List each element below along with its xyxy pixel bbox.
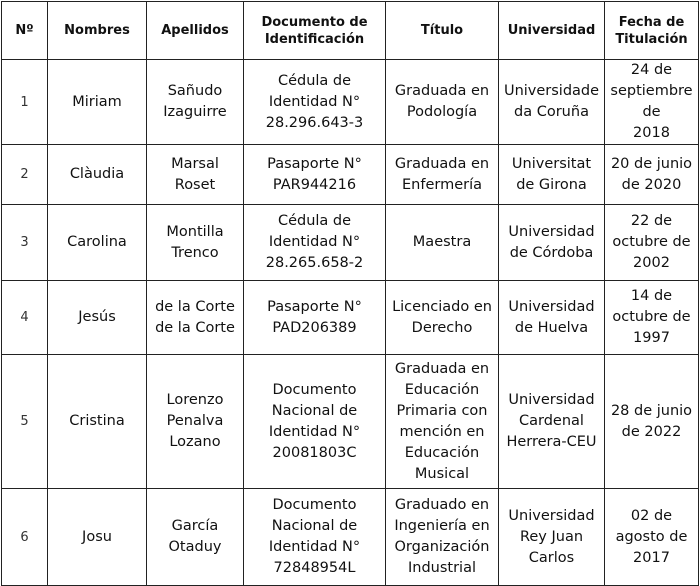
cell-apellidos: de la Corte de la Corte xyxy=(147,281,244,355)
cell-nombres: Miriam xyxy=(48,60,147,145)
cell-universidad: Universidad de Córdoba xyxy=(499,205,605,281)
cell-titulo: Graduada en Enfermería xyxy=(386,145,499,205)
cell-documento: Documento Nacional de Identidad N° 72848954L xyxy=(244,489,386,586)
cell-universidad: Universitat de Girona xyxy=(499,145,605,205)
cell-nombres: Carolina xyxy=(48,205,147,281)
cell-universidad: Universidad Rey Juan Carlos xyxy=(499,489,605,586)
cell-apellidos: Sañudo Izaguirre xyxy=(147,60,244,145)
cell-apellidos: Lorenzo Penalva Lozano xyxy=(147,355,244,489)
cell-num: 5 xyxy=(2,355,48,489)
cell-num: 3 xyxy=(2,205,48,281)
cell-universidad: Universidade da Coruña xyxy=(499,60,605,145)
cell-documento: Pasaporte N° PAD206389 xyxy=(244,281,386,355)
cell-apellidos: Marsal Roset xyxy=(147,145,244,205)
header-num: Nº xyxy=(2,2,48,60)
cell-fecha: 22 de octubre de 2002 xyxy=(605,205,699,281)
cell-fecha: 02 de agosto de 2017 xyxy=(605,489,699,586)
cell-fecha: 20 de junio de 2020 xyxy=(605,145,699,205)
cell-titulo: Graduada en Podología xyxy=(386,60,499,145)
cell-nombres: Cristina xyxy=(48,355,147,489)
table-row xyxy=(2,355,699,489)
table-row xyxy=(2,60,699,145)
header-titulo: Título xyxy=(386,2,499,60)
cell-apellidos: Montilla Trenco xyxy=(147,205,244,281)
cell-documento: Cédula de Identidad N° 28.296.643-3 xyxy=(244,60,386,145)
header-fecha: Fecha de Titulación xyxy=(605,2,699,60)
table-row xyxy=(2,205,699,281)
cell-universidad: Universidad Cardenal Herrera-CEU xyxy=(499,355,605,489)
cell-documento: Cédula de Identidad N° 28.265.658-2 xyxy=(244,205,386,281)
cell-documento: Pasaporte N° PAR944216 xyxy=(244,145,386,205)
table-row xyxy=(2,281,699,355)
cell-fecha: 28 de junio de 2022 xyxy=(605,355,699,489)
cell-titulo: Graduado en Ingeniería en Organización Industrial xyxy=(386,489,499,586)
graduates-table xyxy=(1,1,699,586)
cell-fecha: 14 de octubre de 1997 xyxy=(605,281,699,355)
header-documento: Documento de Identificación xyxy=(244,2,386,60)
cell-fecha: 24 de septiembre de 2018 xyxy=(605,60,699,145)
cell-nombres: Clàudia xyxy=(48,145,147,205)
table-row xyxy=(2,489,699,586)
cell-universidad: Universidad de Huelva xyxy=(499,281,605,355)
cell-titulo: Licenciado en Derecho xyxy=(386,281,499,355)
cell-apellidos: García Otaduy xyxy=(147,489,244,586)
header-apellidos: Apellidos xyxy=(147,2,244,60)
cell-num: 4 xyxy=(2,281,48,355)
cell-num: 2 xyxy=(2,145,48,205)
cell-num: 1 xyxy=(2,60,48,145)
cell-titulo: Maestra xyxy=(386,205,499,281)
table-row xyxy=(2,145,699,205)
cell-documento: Documento Nacional de Identidad N° 20081803C xyxy=(244,355,386,489)
cell-nombres: Josu xyxy=(48,489,147,586)
header-row xyxy=(2,2,699,60)
cell-num: 6 xyxy=(2,489,48,586)
cell-nombres: Jesús xyxy=(48,281,147,355)
header-universidad: Universidad xyxy=(499,2,605,60)
cell-titulo: Graduada en Educación Primaria con mención en Educación Musical xyxy=(386,355,499,489)
header-nombres: Nombres xyxy=(48,2,147,60)
